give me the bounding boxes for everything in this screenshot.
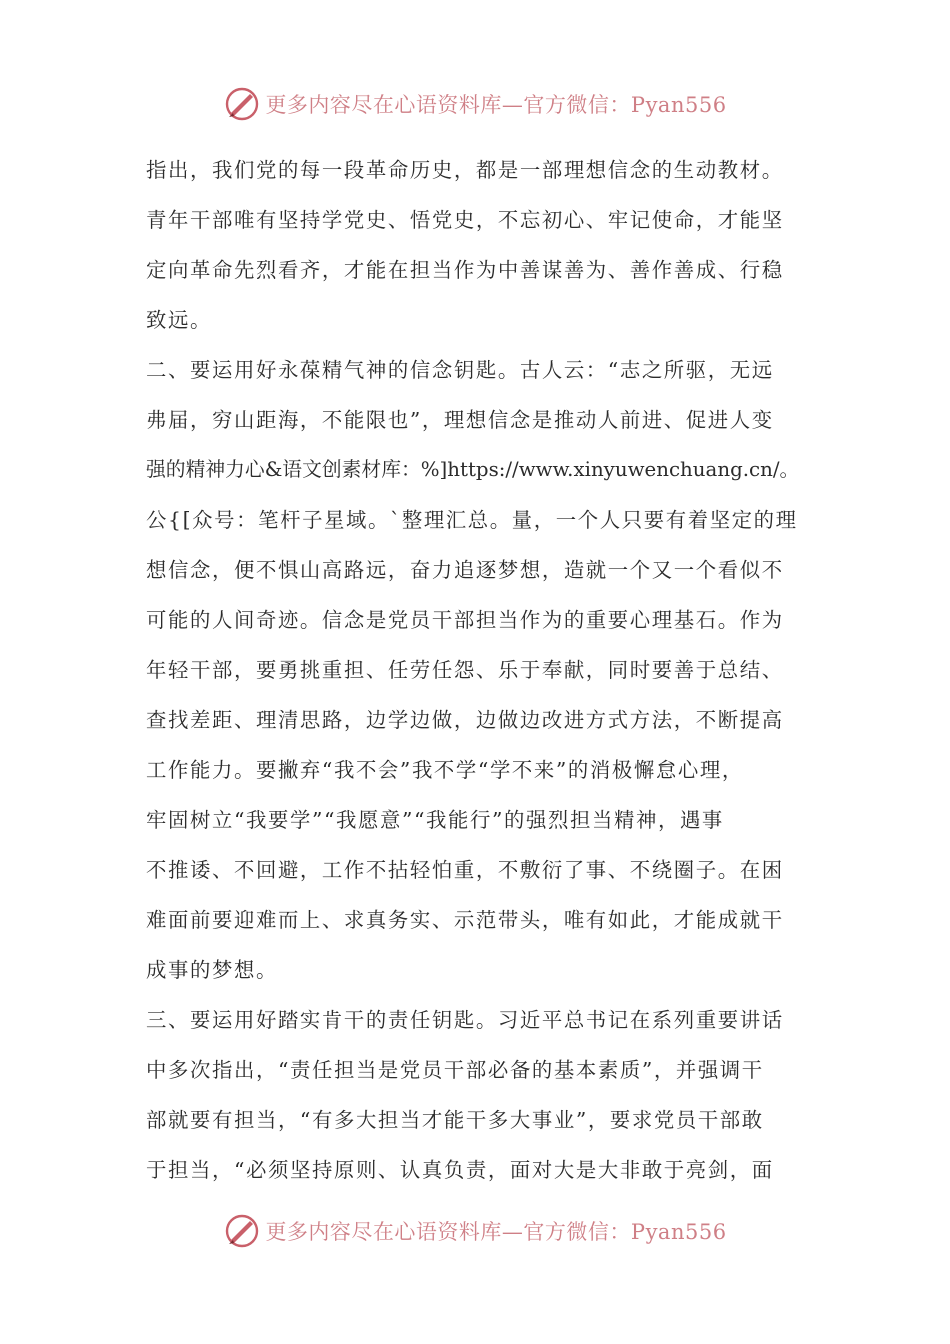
text-line: 部就要有担当，“有多大担当才能干多大事业”，要求党员干部敢 (146, 1108, 764, 1132)
text-line: 工作能力。要撇弃“我不会”我不学“学不来”的消极懈怠心理， (146, 758, 744, 782)
pen-circle-logo-icon (223, 1212, 261, 1250)
text-line: 成事的梦想。 (146, 958, 278, 982)
text-line: 三、要运用好踏实肯干的责任钥匙。习近平总书记在系列重要讲话 (146, 1008, 784, 1032)
text-line: 指出，我们党的每一段革命历史，都是一部理想信念的生动教材。 (146, 158, 784, 182)
text-line: 可能的人间奇迹。信念是党员干部担当作为的重要心理基石。作为 (146, 608, 784, 632)
text-line: 牢固树立“我要学”“我愿意”“我能行”的强烈担当精神，遇事 (146, 808, 724, 832)
text-line: 致远。 (146, 308, 212, 332)
text-line: 青年干部唯有坚持学党史、悟党史，不忘初心、牢记使命，才能坚 (146, 208, 784, 232)
text-line: 中多次指出，“责任担当是党员干部必备的基本素质”，并强调干 (146, 1058, 764, 1082)
text-line: 想信念，便不惧山高路远，奋力追逐梦想，造就一个又一个看似不 (146, 558, 784, 582)
pen-circle-logo-icon (223, 85, 261, 123)
text-line: 弗届，穷山距海，不能限也”，理想信念是推动人前进、促进人变 (146, 408, 774, 432)
text-line: 于担当，“必须坚持原则、认真负责，面对大是大非敢于亮剑，面 (146, 1158, 774, 1182)
footer-banner (0, 1211, 950, 1251)
banner-text: 更多内容尽在心语资料库—官方微信：Pyan556 (265, 1220, 727, 1244)
banner-text: 更多内容尽在心语资料库—官方微信：Pyan556 (265, 93, 727, 117)
text-line: 难面前要迎难而上、求真务实、示范带头，唯有如此，才能成就干 (146, 908, 784, 932)
document-body (146, 145, 806, 1195)
text-line: 定向革命先烈看齐，才能在担当作为中善谋善为、善作善成、行稳 (146, 258, 784, 282)
header-banner (0, 84, 950, 124)
text-line: 年轻干部，要勇挑重担、任劳任怨、乐于奉献，同时要善于总结、 (146, 658, 784, 682)
text-line: 不推诿、不回避，工作不拈轻怕重，不敷衍了事、不绕圈子。在困 (146, 858, 784, 882)
text-line: 查找差距、理清思路，边学边做，边做边改进方式方法，不断提高 (146, 708, 784, 732)
text-line: 公{[众号：笔杆子星域。`整理汇总。量，一个人只要有着坚定的理 (146, 508, 798, 532)
text-line: 二、要运用好永葆精气神的信念钥匙。古人云：“志之所驱，无远 (146, 358, 774, 382)
text-line: 强的精神力心&语文创素材库：%]https://www.xinyuwenchuang.cn/。 (146, 458, 800, 481)
